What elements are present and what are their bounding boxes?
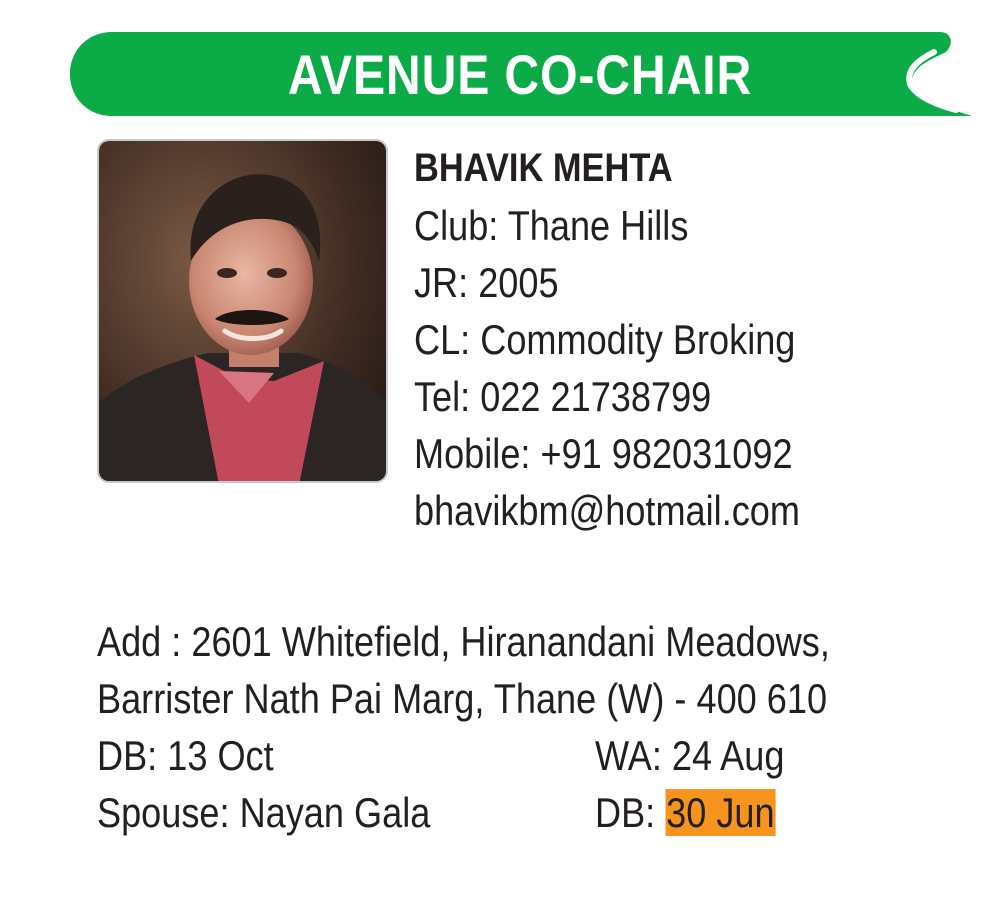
- mobile-text: Mobile: +91 982031092: [414, 430, 793, 477]
- cl-text: CL: Commodity Broking: [414, 316, 796, 363]
- address-block: [97, 613, 949, 841]
- spouse-text: Spouse: Nayan Gala: [97, 789, 431, 836]
- jr-text: JR: 2005: [414, 259, 559, 306]
- member-name: BHAVIK MEHTA: [414, 146, 673, 190]
- spouse-birth-date-highlight: 30 Jun: [666, 789, 775, 836]
- spouse-birth-date: [595, 784, 775, 841]
- address-line-2-text: Barrister Nath Pai Marg, Thane (W) - 400 610: [97, 675, 828, 722]
- address-line-1-text: Add : 2601 Whitefield, Hiranandani Meadows,: [97, 618, 830, 665]
- member-photo: [97, 139, 388, 483]
- page-title: AVENUE CO-CHAIR: [287, 43, 753, 106]
- address-line-2: [97, 670, 949, 727]
- address-line-1: [97, 613, 949, 670]
- tel-text: Tel: 022 21738799: [414, 373, 712, 420]
- wedding-anniversary-text: WA: 24 Aug: [595, 732, 785, 779]
- member-details: [414, 140, 863, 539]
- birth-date-text: DB: 13 Oct: [97, 732, 274, 779]
- email-text: bhavikbm@hotmail.com: [414, 487, 800, 534]
- club-text: Club: Thane Hills: [414, 202, 689, 249]
- portrait-photo: [99, 141, 388, 483]
- dates-row-2: [97, 784, 949, 841]
- spouse-birth-date-label: DB:: [595, 789, 666, 836]
- header-banner: [0, 0, 1000, 130]
- dates-row-1: [97, 727, 949, 784]
